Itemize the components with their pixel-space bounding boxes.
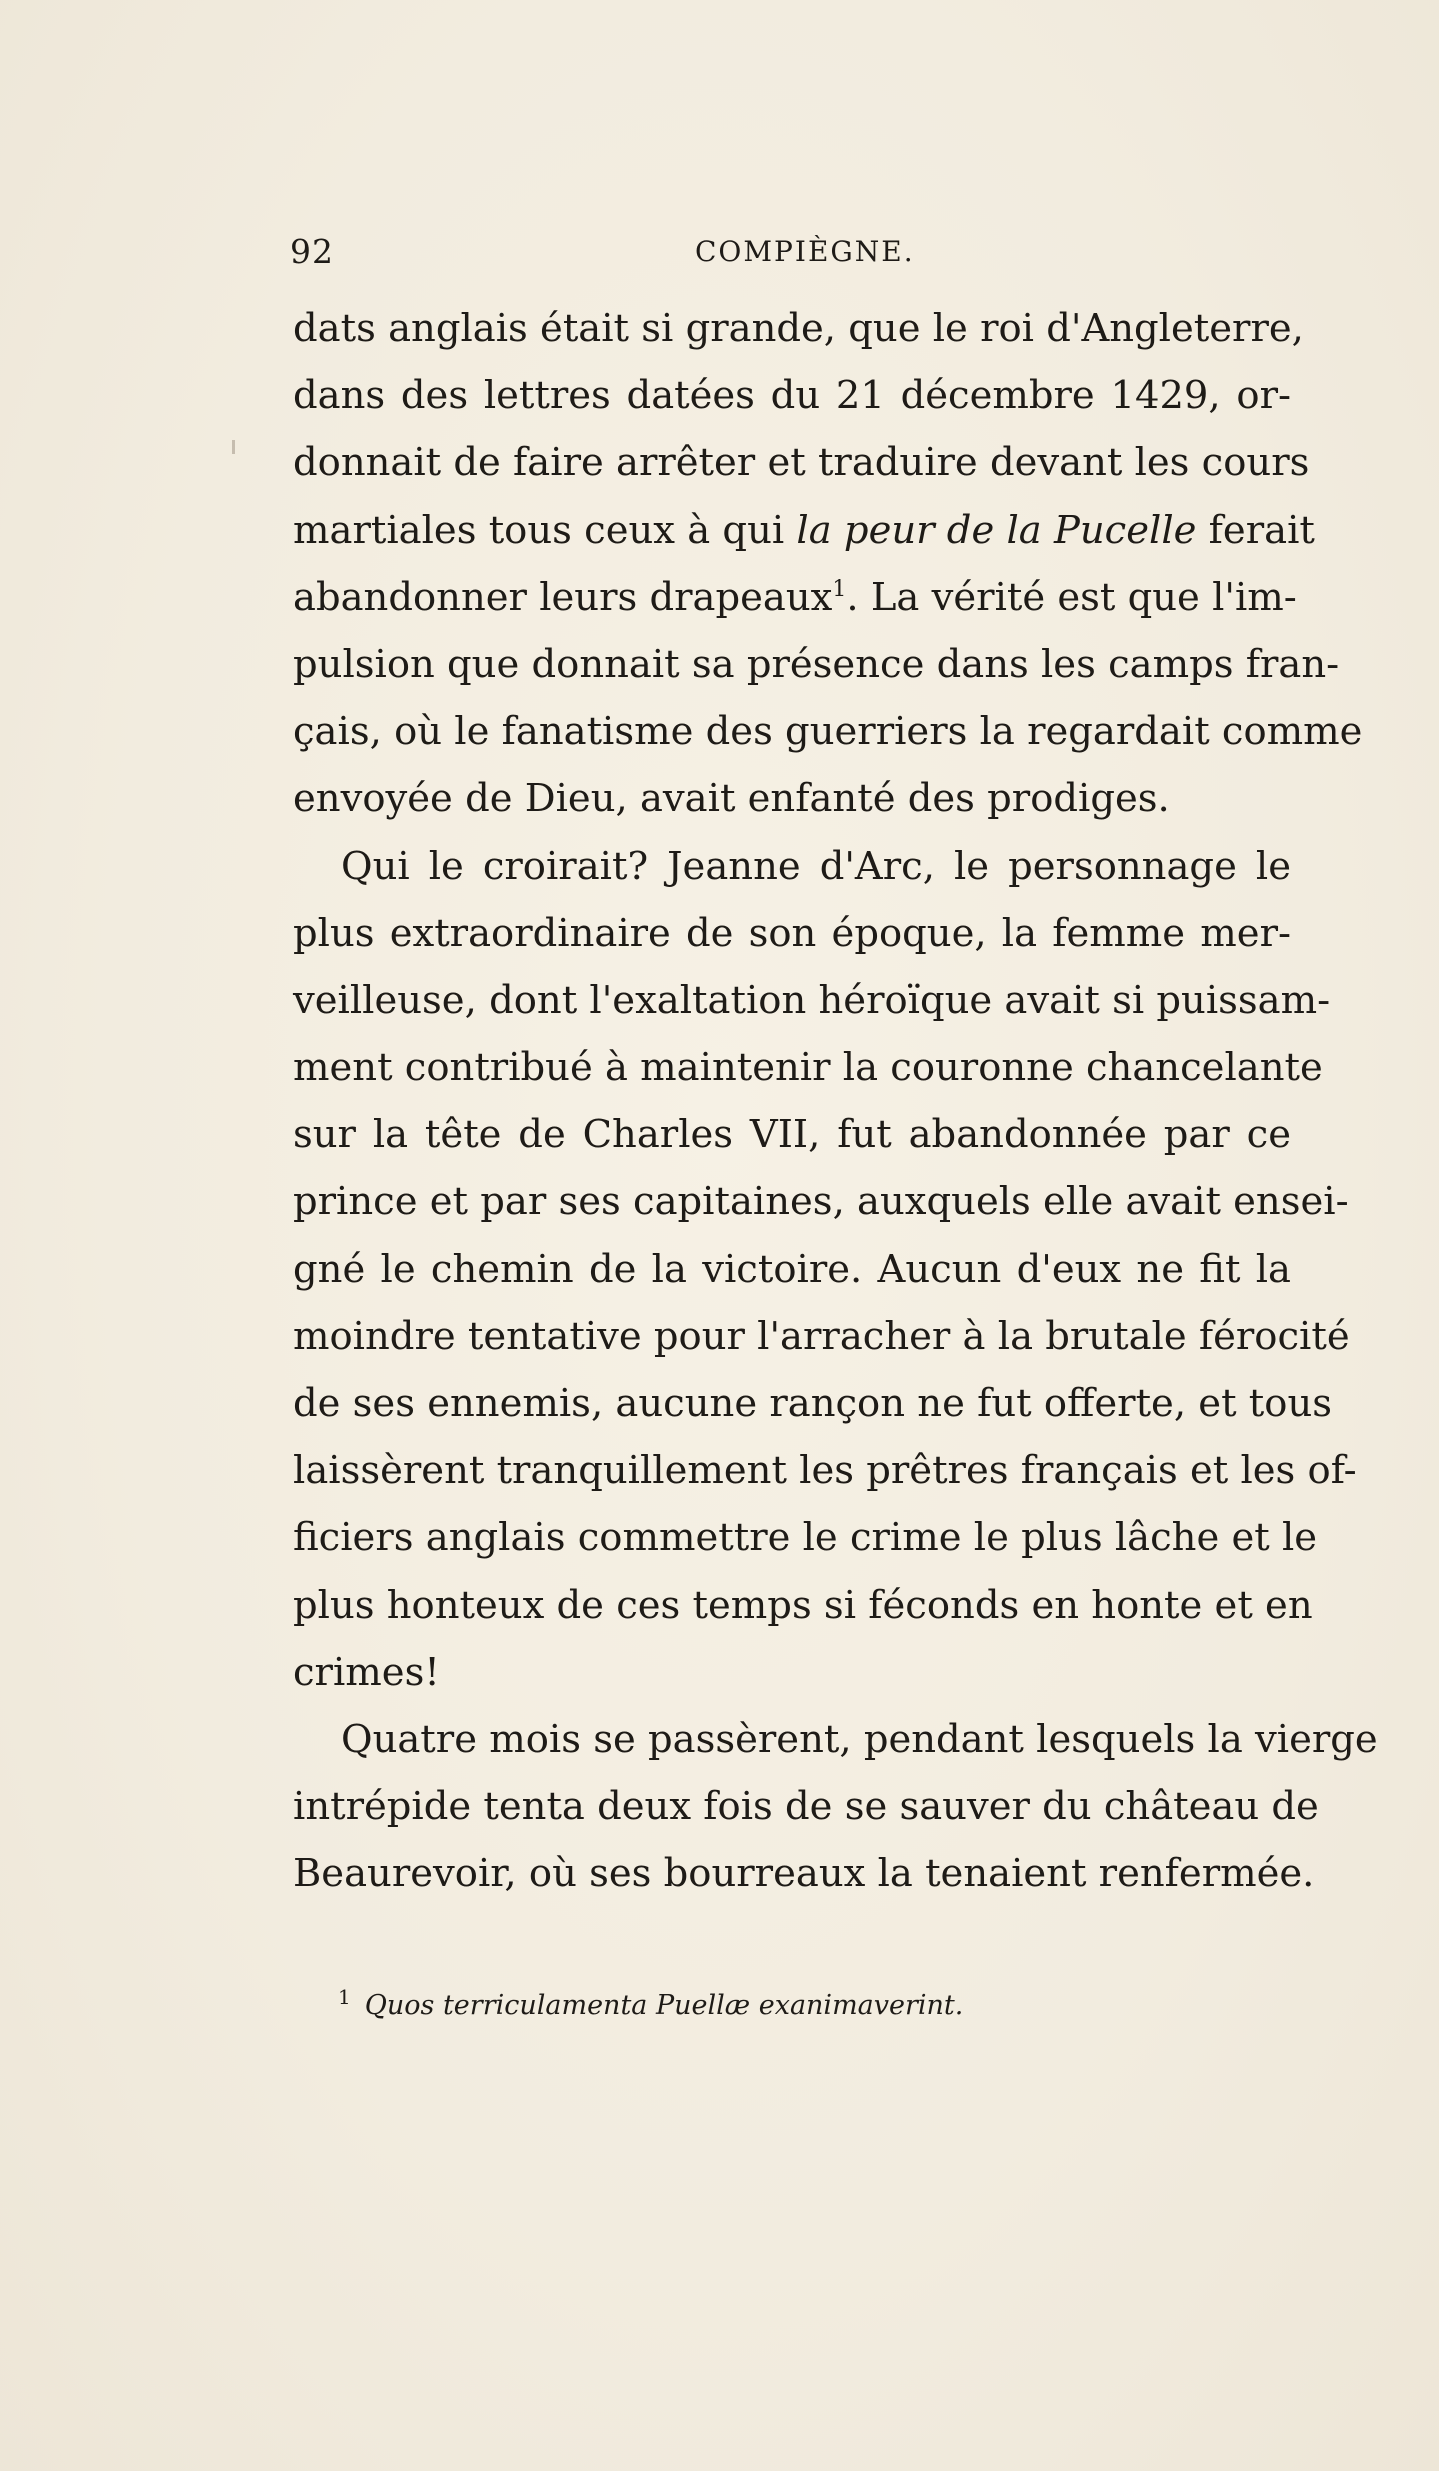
text-line: dans des lettres datées du 21 décembre 1429, or- <box>293 373 1291 419</box>
footnote-text: Quos terriculamenta Puellæ exanimaverint. <box>364 1990 964 2021</box>
text-line: de ses ennemis, aucune rançon ne fut offerte, et tous <box>293 1381 1332 1426</box>
footnote <box>338 1985 963 2021</box>
text-line <box>293 497 1315 564</box>
running-title: COMPIÈGNE. <box>695 235 915 268</box>
text-line: moindre tentative pour l'arracher à la brutale férocité <box>293 1313 1350 1359</box>
text-line: Beaurevoir, où ses bourreaux la tenaient renfermée. <box>293 1851 1315 1897</box>
text-segment: . La vérité est que l'im- <box>846 574 1297 620</box>
footnote-reference: 1 <box>832 576 847 602</box>
text-line: dats anglais était si grande, que le roi d'Angleterre, <box>293 306 1304 351</box>
footnote-marker: 1 <box>338 1985 351 2009</box>
text-line: plus honteux de ces temps si féconds en honte et en <box>293 1582 1313 1628</box>
text-line: crimes! <box>293 1649 440 1695</box>
body-text <box>293 295 1378 1908</box>
text-line: sur la tête de Charles VII, fut abandonnée par ce <box>293 1112 1291 1158</box>
text-line: intrépide tenta deux fois de se sauver du château de <box>293 1784 1319 1830</box>
text-line: ficiers anglais commettre le crime le plus lâche et le <box>293 1515 1318 1561</box>
text-segment: abandonner leurs drapeaux <box>293 574 833 620</box>
text-line: çais, où le fanatisme des guerriers la regardait comme <box>293 709 1363 755</box>
text-line: ment contribué à maintenir la couronne chancelante <box>293 1045 1323 1091</box>
running-head <box>290 232 1100 282</box>
text-line <box>293 564 1297 631</box>
text-line: gné le chemin de la victoire. Aucun d'eux ne fit la <box>293 1246 1291 1292</box>
text-line: veilleuse, dont l'exaltation héroïque avait si puissam- <box>293 977 1331 1023</box>
text-line: prince et par ses capitaines, auxquels elle avait ensei- <box>293 1179 1349 1225</box>
text-line: Quatre mois se passèrent, pendant lesquels la vierge <box>341 1716 1378 1762</box>
text-line: laissèrent tranquillement les prêtres français et les of- <box>293 1448 1357 1494</box>
page-number: 92 <box>290 232 334 271</box>
text-line: donnait de faire arrêter et traduire devant les cours <box>293 440 1310 486</box>
italic-phrase: la peur de la Pucelle <box>796 507 1197 553</box>
text-segment: ferait <box>1196 507 1315 553</box>
text-line: Qui le croirait? Jeanne d'Arc, le personnage le <box>341 843 1291 889</box>
paper-blemish <box>232 440 235 454</box>
text-segment: martiales tous ceux à qui <box>293 507 797 553</box>
text-line: plus extraordinaire de son époque, la femme mer- <box>293 910 1291 956</box>
text-line: envoyée de Dieu, avait enfanté des prodiges. <box>293 776 1170 822</box>
text-line: pulsion que donnait sa présence dans les camps fran- <box>293 641 1340 687</box>
